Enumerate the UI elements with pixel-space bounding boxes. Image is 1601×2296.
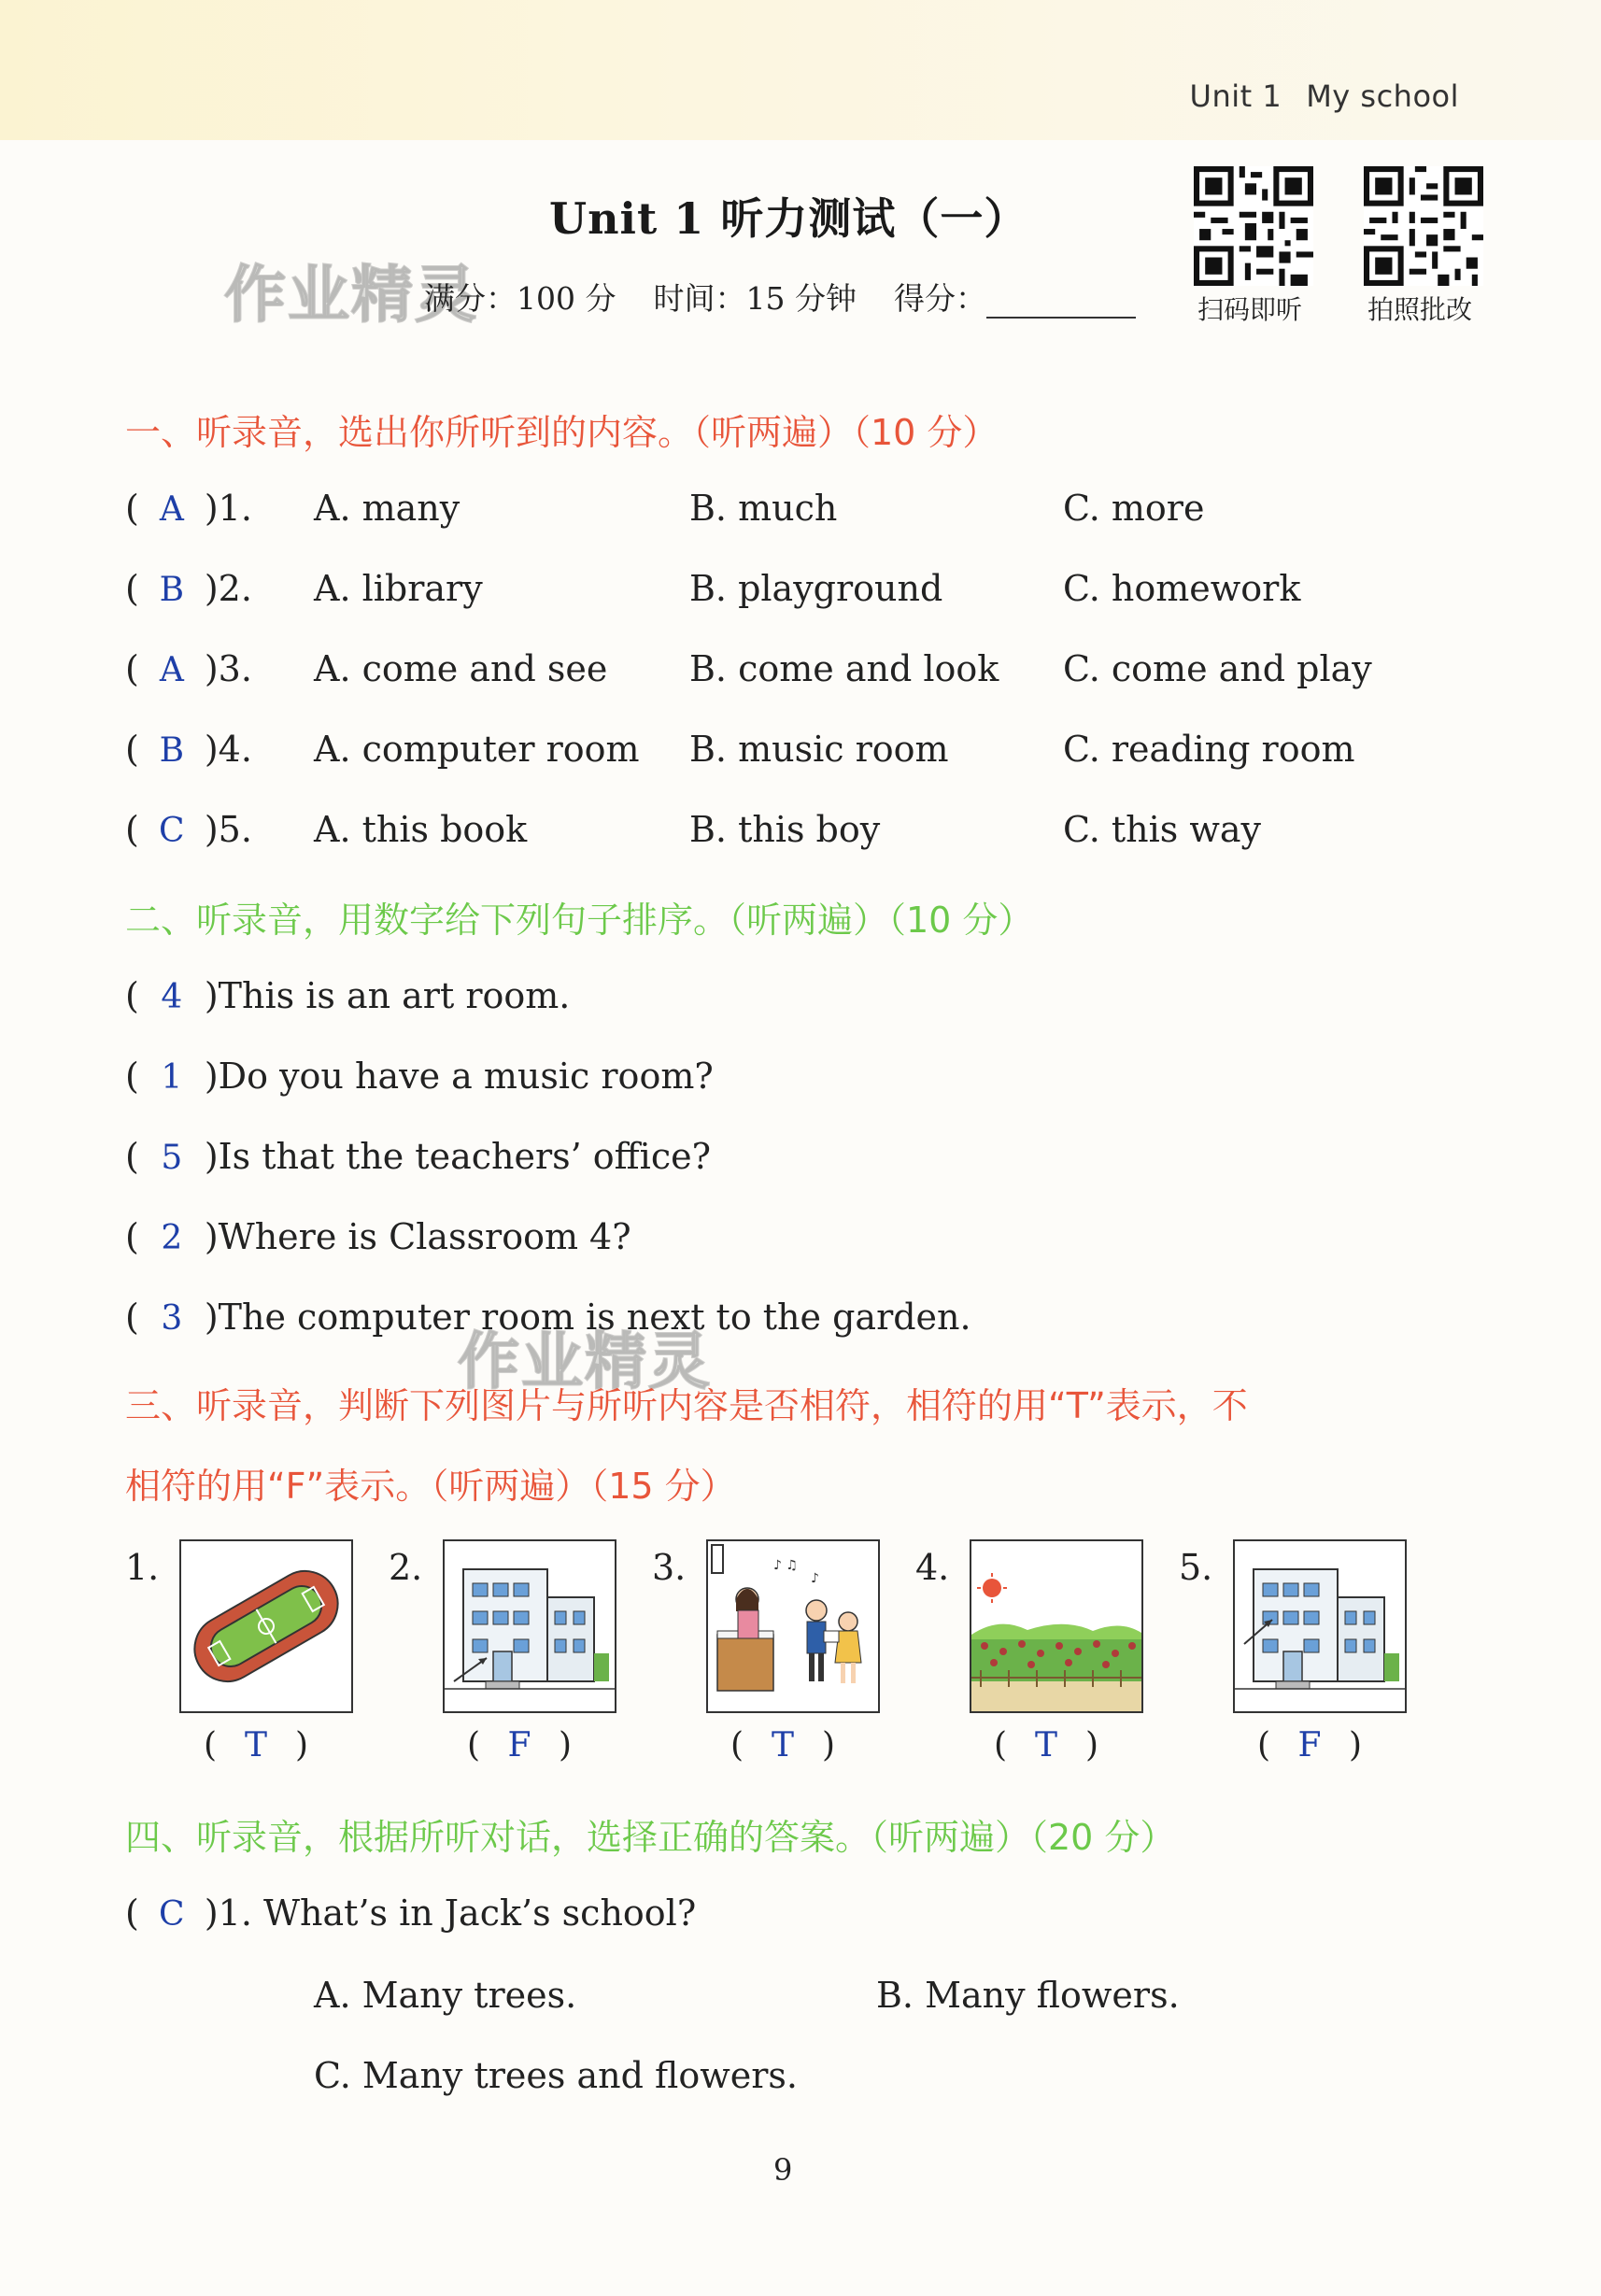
picture-running-track [179,1539,353,1713]
s1-num: )3. [204,648,252,689]
s2-answer-4[interactable]: 2 [161,1219,183,1257]
watermark: 作业精灵 [458,1325,712,1397]
s3-answer-5[interactable]: F [1297,1726,1322,1765]
svg-text:♪: ♪ [811,1571,819,1586]
s3-answer-2[interactable]: F [507,1726,531,1765]
s2-sentence-5: ( 3 )The computer room is next to the garden. [125,1297,971,1338]
s1-answer-4[interactable]: B [159,731,185,770]
s1-q5-option-a: A. this book [314,809,528,850]
s2-answer-3[interactable]: 5 [161,1139,183,1177]
picture-music-room [706,1539,880,1713]
s1-answer-1[interactable]: A [159,490,184,529]
section2-heading: 二、听录音，用数字给下列句子排序。（听两遍）（10 分） [125,900,1034,941]
s1-q2-option-a: A. library [314,568,483,609]
s3-answer-3[interactable]: T [772,1726,795,1765]
section3-heading-line1: 三、听录音，判断下列图片与所听内容是否相符，相符的用“T”表示，不 [125,1385,1248,1426]
s2-text: )Is that the teachers’ office? [204,1136,711,1177]
section4-heading: 四、听录音，根据所听对话，选择正确的答案。（听两遍）（20 分） [125,1817,1176,1858]
s2-answer-5[interactable]: 3 [161,1299,183,1338]
s3-answer-4[interactable]: T [1035,1726,1058,1765]
s4-q1-option-b: B. Many flowers. [876,1975,1180,2016]
s2-text: )Do you have a music room? [204,1056,714,1097]
header-band [0,0,1601,140]
s1-q1-option-a: A. many [314,488,460,529]
time-limit: 时间：15 分钟 [653,280,857,317]
s1-num: )5. [204,809,252,850]
unit-topic: My school [1306,78,1459,114]
picture-school-building [1233,1539,1407,1713]
picture-garden [970,1539,1143,1713]
score-label: 得分： [893,280,986,317]
s3-judge-2: ( F ) [467,1726,573,1765]
s1-q5-option-b: B. this boy [689,809,881,850]
s2-text: )The computer room is next to the garden. [204,1297,971,1338]
s1-question-3: ( A )3. [125,648,252,689]
s2-sentence-1: ( 4 )This is an art room. [125,975,571,1016]
svg-text:♪ ♫: ♪ ♫ [773,1558,798,1573]
s1-q3-option-b: B. come and look [689,648,999,689]
section3-heading-line2: 相符的用“F”表示。（听两遍）（15 分） [125,1466,736,1507]
s3-judge-3: ( T ) [730,1726,836,1765]
s1-q3-option-c: C. come and play [1063,648,1372,689]
s1-answer-5[interactable]: C [159,812,185,850]
s1-q4-option-b: B. music room [689,729,949,770]
s2-sentence-3: ( 5 )Is that the teachers’ office? [125,1136,711,1177]
s1-q4-option-c: C. reading room [1063,729,1355,770]
s2-text: )Where is Classroom 4? [204,1216,631,1257]
page-title: Unit 1 听力测试（一） [549,193,1028,244]
s2-sentence-4: ( 2 )Where is Classroom 4? [125,1216,631,1257]
s2-answer-1[interactable]: 4 [161,978,183,1016]
score-blank[interactable] [986,285,1136,319]
section1-heading: 一、听录音，选出你所听到的内容。（听两遍）（10 分） [125,412,999,453]
s1-num: )4. [204,729,252,770]
s3-num-5: 5. [1179,1547,1213,1588]
s2-answer-2[interactable]: 1 [161,1058,183,1097]
s1-question-1: ( A )1. [125,488,252,529]
s1-question-2: ( B )2. [125,568,252,609]
s3-num-4: 4. [915,1547,950,1588]
qr-label-correct: 拍照批改 [1367,294,1473,325]
s1-q3-option-a: A. come and see [314,648,608,689]
s1-num: )1. [204,488,252,529]
s1-q1-option-b: B. much [689,488,838,529]
s3-num-1: 1. [125,1547,160,1588]
s4-q1-option-a: A. Many trees. [314,1975,577,2016]
s1-q2-option-b: B. playground [689,568,943,609]
s3-judge-4: ( T ) [994,1726,1099,1765]
s2-sentence-2: ( 1 )Do you have a music room? [125,1056,714,1097]
test-info [424,275,1136,319]
running-header [1190,78,1459,114]
s1-q1-option-c: C. more [1063,488,1205,529]
s4-question-1: ( C )1. What’s in Jack’s school? [125,1892,697,1934]
s4-question-text: )1. What’s in Jack’s school? [204,1892,697,1934]
s1-q4-option-a: A. computer room [314,729,640,770]
s1-answer-2[interactable]: B [159,571,185,609]
s3-answer-1[interactable]: T [245,1726,268,1765]
s1-question-5: ( C )5. [125,809,252,850]
s3-judge-1: ( T ) [204,1726,309,1765]
qr-code-correct[interactable] [1364,166,1483,286]
s1-answer-3[interactable]: A [159,651,184,689]
s1-num: )2. [204,568,252,609]
page-number: 9 [773,2152,793,2188]
s1-q5-option-c: C. this way [1063,809,1262,850]
qr-code-listen[interactable] [1194,166,1313,286]
s3-num-3: 3. [652,1547,687,1588]
full-score: 满分：100 分 [424,280,616,317]
picture-school-building [443,1539,616,1713]
s4-q1-option-c: C. Many trees and flowers. [314,2055,798,2096]
s1-question-4: ( B )4. [125,729,252,770]
unit-label: Unit 1 [1189,78,1282,114]
s3-num-2: 2. [389,1547,423,1588]
watermark: 作业精灵 [224,259,478,331]
s4-answer-1[interactable]: C [159,1895,185,1934]
s2-text: )This is an art room. [204,975,571,1016]
s1-q2-option-c: C. homework [1063,568,1301,609]
qr-label-listen: 扫码即听 [1197,294,1303,325]
s3-judge-5: ( F ) [1257,1726,1363,1765]
